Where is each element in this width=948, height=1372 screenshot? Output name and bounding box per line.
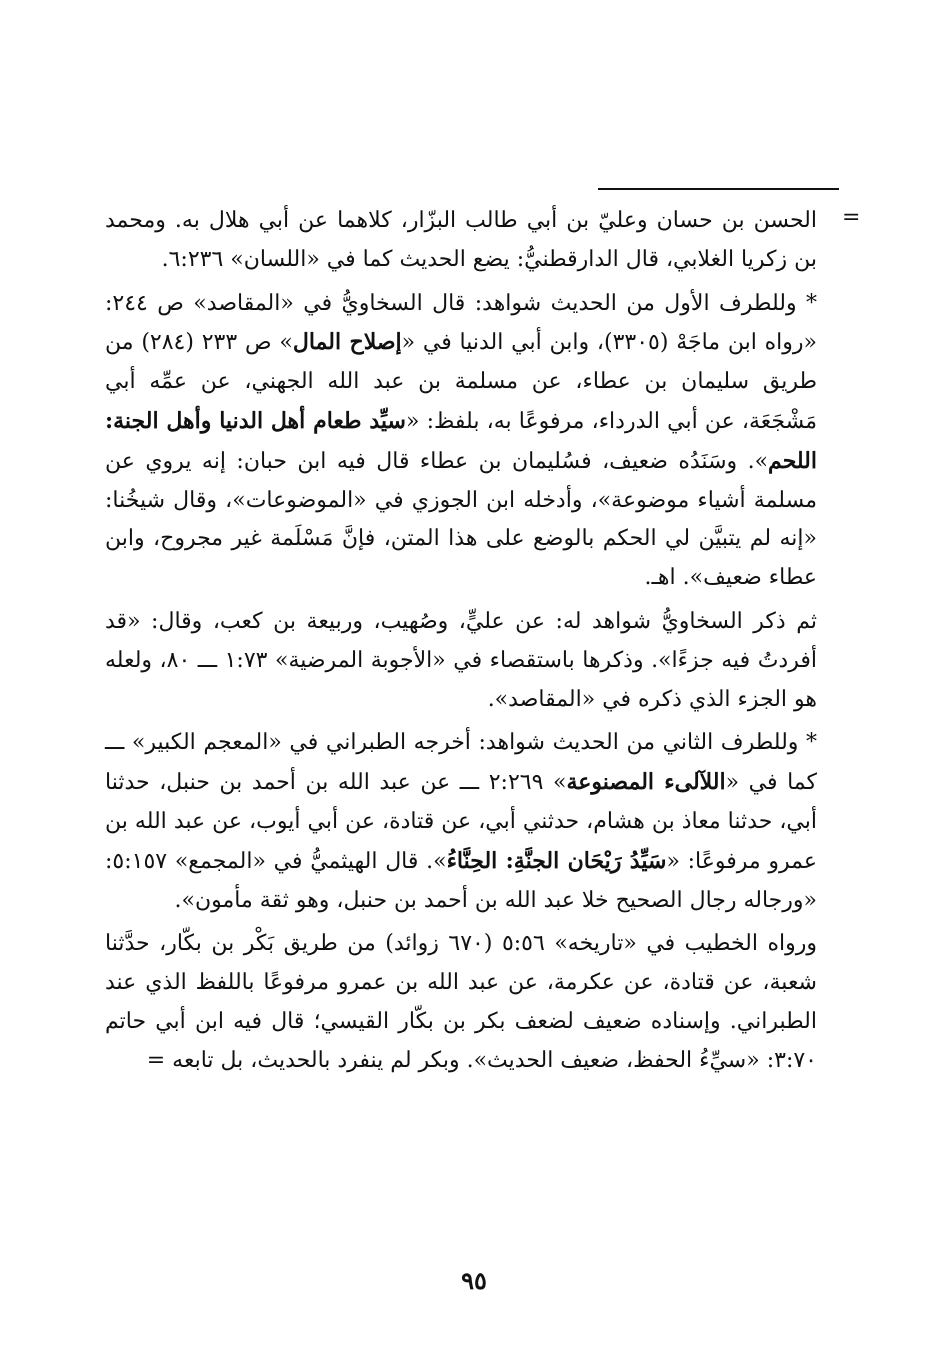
text-run: الحسن بن حسان وعليّ بن أبي طالب البزّار، كلاهما عن أبي هلال به. ومحمد بن زكريا الغلابي، قال الدارقطنيُّ: يضع الحديث كما في «اللسان» ٦:٢٣٦.	[105, 208, 817, 272]
text-run: * وللطرف الأول من الحديث شواهد: قال السخاويُّ في «المقاصد» ص ٢٤٤: «رواه ابن ماجَهْ (٣٣٠٥)، وابن أبي الدنيا في «	[105, 290, 817, 356]
text-run: » ص ٢٣٣ (٢٨٤) من طريق سليمان بن عطاء، عن مسلمة بن عبد الله الجهني، عن عمِّه أبي مَشْجَعَة، عن أبي الدرداء، مرفوعًا به، بلفظ: «	[105, 330, 817, 434]
footnote-paragraph	[105, 285, 817, 598]
book-title-bold: اللآلىء المصنوعة	[566, 769, 726, 796]
book-title-bold: إصلاح المال	[292, 329, 402, 356]
footnote-text-block	[105, 202, 817, 1086]
text-run: ». قال الهيثميُّ في «المجمع» ٥:١٥٧: «ورجاله رجال الصحيح خلا عبد الله بن أحمد بن حنبل، وهو ثقة مأمون».	[105, 848, 817, 913]
text-run: ثم ذكر السخاويُّ شواهد له: عن عليٍّ، وصُهيب، وربيعة بن كعب، وقال: «قد أفردتُ فيه جزءًا». وذكرها باستقصاء في «الأجوبة المرضية» ١:٧٣ ـــ ٨٠، ولعله هو الجزء الذي ذكره في «المقاصد».	[105, 608, 817, 712]
footnote-separator-rule	[598, 188, 839, 190]
footnote-paragraph	[105, 202, 817, 280]
text-run: ورواه الخطيب في «تاريخه» ٥:٥٦ (٦٧٠ زوائد) من طريق بَكْر بن بكّار، حدَّثنا شعبة، عن قتادة، عن عكرمة، عن عبد الله بن عمرو مرفوعًا باللفظ الذي عند الطبراني. وإسناده ضعيف لضعف بكر بن بكّار القيسي؛ قال فيه ابن أبي حاتم ٣:٧٠: «سيِّءُ الحفظ، ضعيف الحديث». وبكر لم ينفرد بالحديث، بل تابعه =	[105, 931, 818, 1073]
footnote-paragraph	[105, 724, 817, 920]
text-run: » ٢:٢٦٩ ـــ عن عبد الله بن أحمد بن حنبل، حدثنا أبي، حدثنا معاذ بن هشام، حدثني أبي، عن قتادة، عن أبي أيوب، عن عبد الله بن عمرو مرفوعًا: «	[105, 770, 817, 874]
text-run: * وللطرف الثاني من الحديث شواهد: أخرجه الطبراني في «المعجم الكبير» ـــ كما في «	[105, 730, 818, 796]
text-run: ». وسَنَدُه ضعيف، فسُليمان بن عطاء قال فيه ابن حبان: إنه يروي عن مسلمة أشياء موضوعة»، وأدخله ابن الجوزي في «الموضوعات»، وقال شيخُنا: «إنه لم يتبيَّن لي الحكم بالوضع على هذا المتن، فإنَّ مَسْلَمة غير مجروح، وابن عطاء ضعيف». اهـ.	[105, 448, 817, 591]
page-number: ٩٥	[461, 1266, 487, 1295]
footnote-paragraph	[105, 603, 817, 719]
hadith-text-bold: سيِّد طعام أهل الدنيا وأهل الجنة: اللحم	[105, 407, 817, 474]
hadith-text-bold: سَيِّدُ رَيْحَان الجنَّةِ: الحِنَّاءُ	[446, 847, 667, 874]
footnote-paragraph	[105, 925, 817, 1080]
continuation-mark: =	[842, 205, 861, 230]
